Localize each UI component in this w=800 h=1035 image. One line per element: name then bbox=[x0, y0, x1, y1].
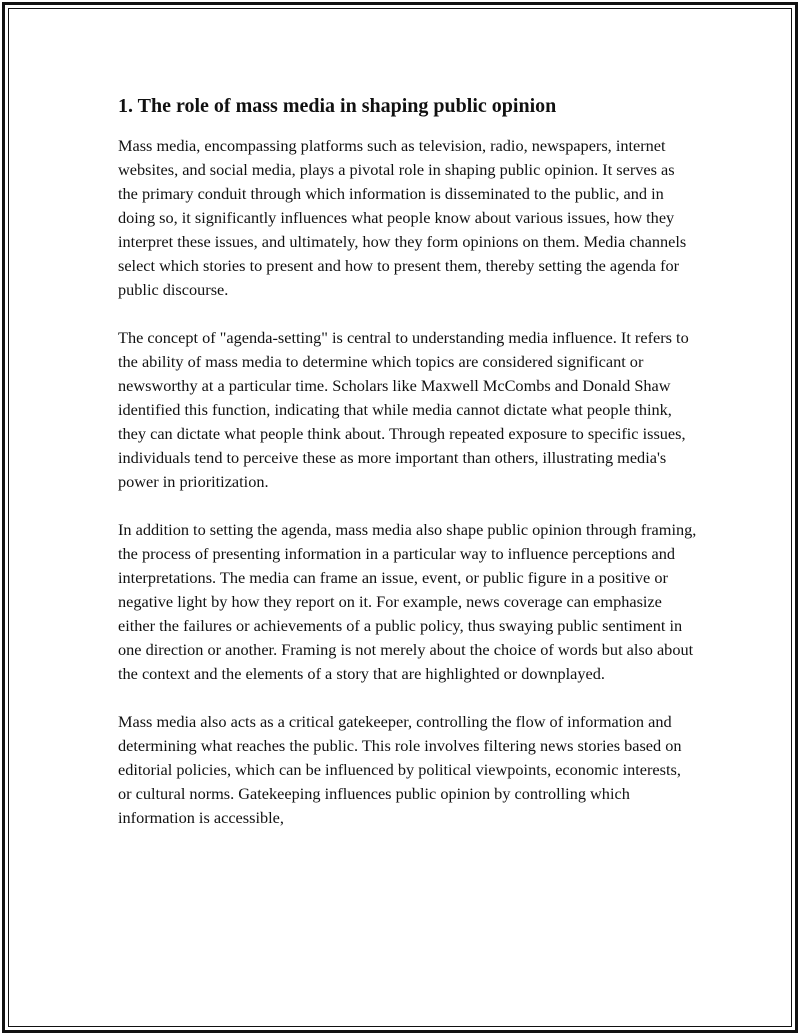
paragraph-2: The concept of "agenda-setting" is central to understanding media influence. It refers to the ability of mass media to determine which topics are considered significant or newsworthy at a particular time. Scholars like Maxwell McCombs and Donald Shaw identified this function, indicating that while media cannot dictate what people think, they can dictate what people think about. Through repeated exposure to specific issues, individuals tend to perceive these as more important than others, illustrating media's power in prioritization. bbox=[118, 328, 689, 491]
paragraph-1: Mass media, encompassing platforms such as television, radio, newspapers, internet websites, and social media, plays a pivotal role in shaping public opinion. It serves as the primary conduit through which information is disseminated to the public, and in doing so, it significantly influences what people know about various issues, how they interpret these issues, and ultimately, how they form opinions on them. Media channels select which stories to present and how to present them, thereby setting the agenda for public discourse. bbox=[118, 136, 687, 299]
section-heading: 1. The role of mass media in shaping public opinion bbox=[118, 95, 557, 117]
paragraph-4: Mass media also acts as a critical gatekeeper, controlling the flow of information and determining what reaches the public. This role involves filtering news stories based on editorial policies, which can be influenced by political viewpoints, economic interests, or cultural norms. Gatekeeping influences public opinion by controlling which information is accessible, bbox=[118, 712, 682, 827]
document-body bbox=[118, 92, 698, 854]
paragraph-3: In addition to setting the agenda, mass media also shape public opinion through framing, the process of presenting information in a particular way to influence perceptions and interpretations. The media can frame an issue, event, or public figure in a positive or negative light by how they report on it. For example, news coverage can emphasize either the failures or achievements of a public policy, thus swaying public sentiment in one direction or another. Framing is not merely about the choice of words but also about the context and the elements of a story that are highlighted or downplayed. bbox=[118, 520, 697, 683]
